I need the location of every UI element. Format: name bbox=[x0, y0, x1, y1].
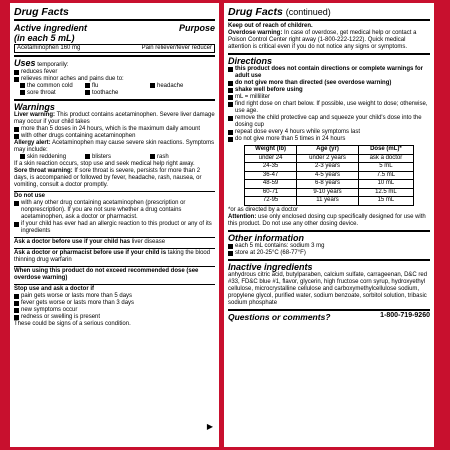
uses-item: reduces fever bbox=[14, 69, 215, 76]
allergy-after: If a skin reaction occurs, stop use and seek medical help right away. bbox=[14, 161, 195, 168]
ingredient-name: Acetaminophen 160 mg bbox=[17, 45, 81, 51]
purpose-heading: Purpose bbox=[178, 23, 215, 33]
bullet-icon bbox=[228, 102, 233, 107]
uses-symptom-grid: the common cold flu headache sore throat toothache bbox=[14, 83, 215, 97]
bullet-icon bbox=[20, 90, 25, 95]
bullet-icon bbox=[14, 294, 19, 299]
bullet-icon bbox=[14, 301, 19, 306]
drug-facts-left-panel bbox=[10, 3, 219, 447]
dosing-table-header: Weight (lb) Age (yr) Dose (mL)* bbox=[245, 146, 414, 155]
keep-out-of-reach: Keep out of reach of children. bbox=[228, 23, 313, 29]
bullet-icon bbox=[20, 83, 25, 88]
bullet-icon bbox=[14, 127, 19, 132]
directions-item: remove the child protective cap and squeeze your child's dose into the dosing cup bbox=[228, 115, 430, 129]
bullet-icon bbox=[228, 130, 233, 135]
other-info-item: each 5 mL contains: sodium 3 mg bbox=[228, 243, 430, 250]
other-information-heading: Other information bbox=[228, 232, 304, 243]
bullet-icon bbox=[228, 244, 233, 249]
bullet-icon bbox=[14, 222, 19, 227]
dosing-table bbox=[244, 145, 414, 206]
table-row: 24-35 2-3 years 5 mL bbox=[245, 163, 414, 172]
table-row: 48-59 6-8 years 10 mL bbox=[245, 180, 414, 189]
warnings-heading: Warnings bbox=[14, 102, 55, 113]
bullet-icon bbox=[14, 134, 19, 139]
bullet-icon bbox=[228, 88, 233, 93]
overdose-warning: Overdose warning: In case of overdose, get medical help or contact a Poison Control Center right away (1-800-222-1222). Quick medical attention is critical even if you do not notice any signs or symptoms. bbox=[228, 30, 417, 50]
continue-arrow-icon: ▶ bbox=[206, 422, 213, 431]
stop-use-item: pain gets worse or lasts more than 5 days bbox=[14, 293, 215, 300]
active-ingredient-row bbox=[14, 44, 215, 53]
bullet-icon bbox=[228, 137, 233, 142]
directions-item: shake well before using bbox=[228, 87, 430, 94]
bullet-icon bbox=[14, 201, 19, 206]
stop-use-after: These could be signs of a serious condition. bbox=[14, 321, 131, 328]
do-not-use-item: with any other drug containing acetaminophen (prescription or nonprescription). If you are not sure whether a drug contains acetaminophen, ask a doctor or pharmacist. bbox=[14, 200, 215, 221]
bullet-icon bbox=[150, 83, 155, 88]
when-using-heading: When using this product do not exceed recommended dose (see overdose warning) bbox=[14, 268, 199, 282]
uses-item: relieves minor aches and pains due to: bbox=[14, 76, 215, 83]
bullet-icon bbox=[150, 154, 155, 159]
inactive-ingredients-text: anhydrous citric acid, butylparaben, calcium sulfate, carrageenan, D&C red #33, FD&C blue #1, flavor, glycerin, high fructose corn syrup, hydroxyethyl cellulose, microcrystalline cellulose and carboxymethylcellulose sodium, propylene glycol, purified water, sodium benzoate, sorbitol solution, tribasic sodium phosphate bbox=[228, 271, 428, 306]
active-ingredient-heading: Active ingredient bbox=[14, 23, 88, 33]
bullet-icon bbox=[228, 116, 233, 121]
bullet-icon bbox=[228, 81, 233, 86]
bullet-icon bbox=[228, 95, 233, 100]
liver-item: more than 5 doses in 24 hours, which is the maximum daily amount bbox=[14, 126, 215, 133]
bullet-icon bbox=[85, 83, 90, 88]
directions-item: mL = milliliter bbox=[228, 94, 430, 101]
liver-warning: Liver warning: This product contains acetaminophen. Severe liver damage may occur if your child takes bbox=[14, 112, 215, 126]
drug-facts-continued-title: Drug Facts (continued) bbox=[228, 6, 430, 21]
other-info-item: store at 20-25°C (68-77°F) bbox=[228, 250, 430, 257]
bullet-icon bbox=[228, 67, 233, 72]
stop-use-item: new symptoms occur bbox=[14, 307, 215, 314]
table-note: *or as directed by a doctor bbox=[228, 206, 299, 213]
liver-item: with other drugs containing acetaminophen bbox=[14, 133, 215, 140]
bullet-icon bbox=[14, 70, 19, 75]
do-not-use-heading: Do not use bbox=[14, 193, 45, 200]
inactive-ingredients-heading: Inactive ingredients bbox=[228, 261, 313, 272]
bullet-icon bbox=[20, 154, 25, 159]
stop-use-item: fever gets worse or lasts more than 3 days bbox=[14, 300, 215, 307]
table-row: 60-71 9-10 years 12.5 mL bbox=[245, 188, 414, 197]
do-not-use-item: if your child has ever had an allergic reaction to this product or any of its ingredients bbox=[14, 221, 215, 235]
attention-note: Attention: use only enclosed dosing cup specifically designed for use with this product. Do not use any other dosing device. bbox=[228, 213, 426, 227]
uses-intro: temporarily: bbox=[37, 62, 69, 68]
directions-item: this product does not contain directions or complete warnings for adult use bbox=[228, 66, 430, 80]
uses-heading: Uses bbox=[14, 58, 36, 68]
stop-use-item: redness or swelling is present bbox=[14, 314, 215, 321]
stop-use-heading: Stop use and ask a doctor if bbox=[14, 286, 95, 293]
phone-number: 1-800-719-9260 bbox=[380, 311, 430, 319]
directions-item: do not give more than 5 times in 24 hours bbox=[228, 136, 430, 143]
directions-item: do not give more than directed (see overdose warning) bbox=[228, 80, 430, 87]
drug-facts-title: Drug Facts bbox=[14, 6, 215, 21]
ask-pharmacist-section: Ask a doctor or pharmacist before use if your child is taking the blood thinning drug warfarin bbox=[14, 250, 211, 264]
questions-label: Questions or comments? bbox=[228, 311, 331, 322]
bullet-icon bbox=[14, 77, 19, 82]
table-row: 36-47 4-5 years 7.5 mL bbox=[245, 171, 414, 180]
ingredient-purpose: Pain reliever/fever reducer bbox=[141, 45, 212, 51]
allergy-alert: Allergy alert: Acetaminophen may cause severe skin reactions. Symptoms may include: bbox=[14, 140, 215, 154]
drug-facts-right-panel bbox=[224, 3, 434, 447]
directions-item: repeat dose every 4 hours while symptoms last bbox=[228, 129, 430, 136]
directions-heading: Directions bbox=[228, 56, 273, 66]
ask-doctor-section: Ask a doctor before use if your child has liver disease bbox=[14, 239, 166, 246]
bullet-icon bbox=[85, 154, 90, 159]
questions-row bbox=[228, 312, 430, 322]
directions-item: find right dose on chart below. If possible, use weight to dose; otherwise, use age. bbox=[228, 101, 430, 115]
table-row: 72-95 11 years 15 mL bbox=[245, 197, 414, 206]
table-row: under 24 under 2 years ask a doctor bbox=[245, 154, 414, 163]
bullet-icon bbox=[228, 251, 233, 256]
bullet-icon bbox=[85, 90, 90, 95]
bullet-icon bbox=[14, 315, 19, 320]
active-ingredient-sub: (in each 5 mL) bbox=[14, 33, 75, 43]
sore-throat-warning: Sore throat warning: If sore throat is severe, persists for more than 2 days, is accompanied or followed by fever, headache, rash, nausea, or vomiting, consult a doctor promptly. bbox=[14, 168, 202, 189]
bullet-icon bbox=[14, 308, 19, 313]
allergy-symptom-grid: skin reddening blisters rash bbox=[14, 154, 215, 161]
